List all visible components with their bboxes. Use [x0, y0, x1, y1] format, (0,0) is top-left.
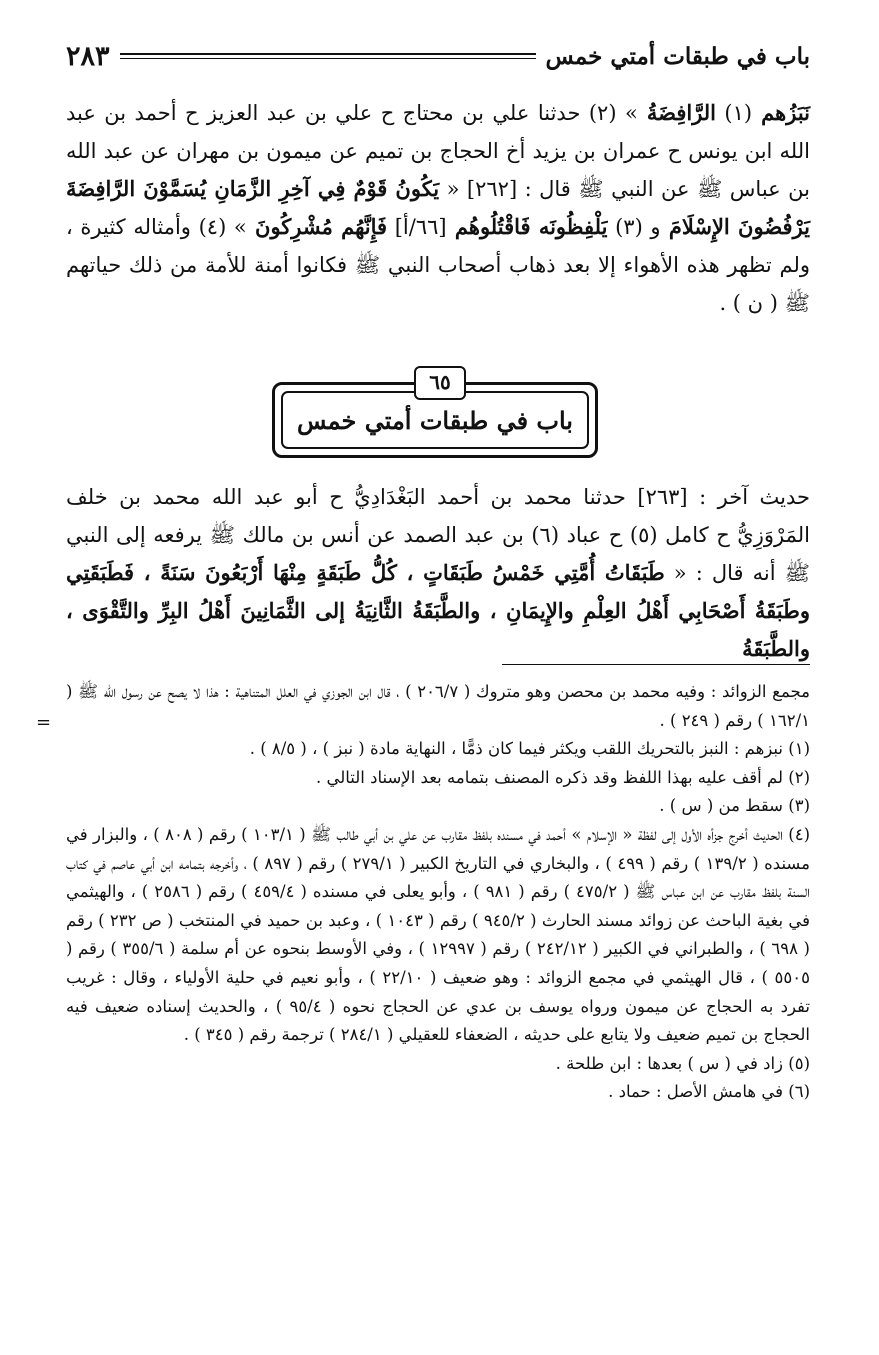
text-run: [٦٦/أ] [387, 215, 447, 239]
text-run: و (٣) [607, 215, 661, 239]
main-text-top [66, 94, 810, 322]
emphasized-text: فَإِنَّهُم مُشْرِكُونَ [246, 214, 388, 239]
footnote: (٣) سقط من ( س ) . [659, 796, 810, 816]
footnote: (٦) في هامش الأصل : حماد . [608, 1082, 810, 1102]
emphasized-text: الرَّافِضَةُ [637, 100, 717, 125]
text-run: » (٢) حدثنا علي بن محتاج ح علي بن عبد العزيز ح أحمد بن عبد الله ابن يونس ح عمران بن يزيد أخ الحجاج بن تميم عن ميمون بن مهران عن عبد الله بن عباس ﷺ عن النبي ﷺ قال : [٢٦٢] « [66, 101, 810, 201]
footnote: مجمع الزوائد : وفيه محمد بن محصن وهو متروك ( ٢٠٦/٧ ) ، قال ابن الجوزي في العلل المتناهية : هذا لا يصح عن رسول الله ﷺ ( ١٦٢/١ ) رقم ( ٢٤٩ ) . [66, 682, 810, 730]
running-header-title: باب في طبقات أمتي خمس [545, 42, 810, 70]
footnote: (٢) لم أقف عليه بهذا اللفظ وقد ذكره المصنف بتمامه بعد الإسناد التالي . [316, 767, 810, 787]
footnotes [66, 678, 810, 1107]
page-number: ٢٨٣ [66, 40, 110, 72]
emphasized-text: يَكُونُ قَوْمٌ فِي آخِرِ الزَّمَانِ يُسَمَّوْنَ الرَّافِضَةَ يَرْفُضُونَ الإِسْلَامَ [66, 176, 810, 239]
chapter-title: باب في طبقات أمتي خمس [297, 405, 573, 435]
text-run: حديث آخر : [٢٦٣] حدثنا محمد بن أحمد البَغْدَادِيُّ ح أبو عبد الله محمد بن خلف المَرْوَزِيُّ ح كامل (٥) ح عباد (٦) بن عبد الصمد عن أنس بن مالك ﷺ يرفعه إلى النبي ﷺ أنه قال : « [66, 485, 810, 585]
text-run: » (٤) وأمثاله كثيرة ، ولم تظهر هذه الأهواء إلا بعد ذهاب أصحاب النبي ﷺ فكانوا أمنة للأمة من ذلك حياتهم ﷺ ( ن ) . [66, 215, 810, 315]
chapter-number: ٦٥ [414, 366, 466, 400]
text-run: (١) [716, 101, 753, 125]
main-paragraph [66, 478, 810, 668]
chapter-heading [272, 366, 602, 462]
footnote: (١) نبزهم : النبز بالتحريك اللقب ويكثر فيما كان ذمًّا ، النهاية مادة ( نبز ) ، ( ٨/٥ ) . [249, 739, 810, 759]
emphasized-text: نَبَزُهم [752, 100, 810, 125]
header-rule [120, 53, 536, 59]
footnote: (٥) زاد في ( س ) بعدها : ابن طلحة . [555, 1053, 810, 1073]
running-header [66, 36, 810, 76]
main-text-bottom [66, 478, 810, 668]
main-paragraph [66, 94, 810, 322]
footnote-separator [502, 664, 810, 665]
emphasized-text: يَلْفِظُونَه فَاقْتُلُوهُم [446, 214, 608, 239]
footnote: (٤) الحديث أخرج جزأه الأول إلى لفظة « الإسلام » أحمد في مسنده بلفظ مقارب عن علي بن أبي طالب ﷺ ( ١٠٣/١ ) رقم ( ٨٠٨ ) ، والبزار في مسنده ( ١٣٩/٢ ) رقم ( ٤٩٩ ) ، والبخاري في التاريخ الكبير ( ٢٧٩/١ ) رقم ( ٨٩٧ ) ، وأخرجه بتمامه ابن أبي عاصم في كتاب السنة بلفظ مقارب عن ابن عباس ﷺ ( ٤٧٥/٢ ) رقم ( ٩٨١ ) ، وأبو يعلى في مسنده ( ٤٥٩/٤ ) رقم ( ٢٥٨٦ ) ، والهيثمي في بغية الباحث عن زوائد مسند الحارث ( ٩٤٥/٢ ) رقم ( ١٠٤٣ ) ، وعبد بن حميد في المنتخب ( ص ٢٣٢ ) رقم ( ٦٩٨ ) ، والطبراني في الكبير ( ٢٤٢/١٢ ) رقم ( ١٢٩٩٧ ) ، وفي الأوسط بنحوه عن أم سلمة ( ٣٥٥/٦ ) رقم ( ٥٥٠٥ ) ، قال الهيثمي في مجمع الزوائد : وهو ضعيف ( ٢٢/١٠ ) ، وأبو نعيم في حلية الأولياء ، وقال : غريب تفرد به الحجاج عن ميمون ورواه يوسف بن عدي عن الحجاج نحوه ( ٩٥/٤ ) ، والحديث إسناده ضعيف فيه الحجاج بن تميم ضعيف ولا يتابع على حديثه ، الضعفاء للعقيلي ( ٢٨٤/١ ) ترجمة رقم ( ٣٤٥ ) . [66, 824, 811, 1045]
emphasized-text: طَبَقَاتُ أُمَّتِي خَمْسُ طَبَقَاتٍ ، كُلُّ طَبَقَةٍ مِنْهَا أَرْبَعُونَ سَنَةً ، فَطَبَقَتِي وطَبَقَةُ أَصْحَابِي أَهْلُ العِلْمِ والإِيمَانِ ، والطَّبَقَةُ الثَّانِيَةُ إلى الثَّمَانِينَ أَهْلُ البِرِّ والتَّقْوَى ، والطَّبَقَةُ [66, 560, 810, 661]
continuation-mark: = [36, 712, 52, 733]
